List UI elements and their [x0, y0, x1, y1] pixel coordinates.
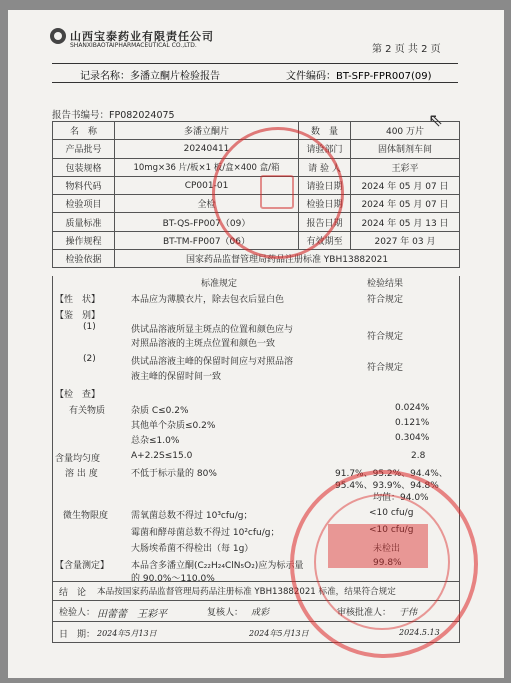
assay-standard-cont: 的 90.0%～110.0%: [131, 574, 215, 584]
dissolution-result-2: 95.4%、93.9%、94.8%: [335, 481, 439, 491]
cell-label: 包装规格: [53, 158, 115, 176]
cell-label: 名 称: [53, 122, 115, 140]
reviewer-label: 复核人：: [207, 608, 244, 618]
cell-value: 2024 年 05 月 13 日: [351, 213, 460, 231]
dissolution-result-1: 91.7%、95.2%、94.4%、: [335, 469, 448, 479]
dissolution-label: 溶 出 度: [65, 469, 98, 479]
mold-standard: 霉菌和酵母菌总数不得过 10²cfu/g；: [131, 528, 280, 538]
appearance-result: 符合规定: [367, 295, 404, 305]
cell-label: 报告日期: [299, 213, 351, 231]
other-impurity-result: 0.121%: [395, 418, 430, 428]
reviewer-date: 2024年5月13日: [249, 629, 309, 638]
company-logo-icon: [50, 28, 66, 44]
identification-1-standard-cont: 对照品溶液的主斑点位置和颜色一致: [131, 339, 276, 349]
assay-standard: 本品含多潘立酮(C₂₂H₂₄ClN₅O₂)应为标示量: [131, 561, 304, 571]
record-name: 记录名称：多潘立酮片检验报告: [80, 71, 220, 82]
cell-label: 请验日期: [299, 176, 351, 194]
inspection-seal-stamp: [212, 127, 344, 259]
identification-1-result: 符合规定: [367, 332, 404, 342]
cell-label: 请 验 人: [299, 158, 351, 176]
identification-2-standard: 供试品溶液主峰的保留时间应与对照品溶: [131, 357, 294, 367]
page-number: 第 2 页 共 2 页: [372, 44, 441, 55]
cell-value: 20240411: [115, 140, 299, 158]
cell-label: 检验日期: [299, 195, 351, 213]
identification-2-standard-cont: 液主峰的保留时间一致: [131, 372, 222, 382]
mold-result: <10 cfu/g: [369, 525, 414, 535]
inspector-date: 2024年5月13日: [97, 629, 157, 638]
cell-value: 固体制剂车间: [351, 140, 460, 158]
cell-value: 10mg×36 片/板×1 板/盒×400 盒/箱: [115, 158, 299, 176]
appearance-standard: 本品应为薄膜衣片，除去包衣后显白色: [131, 295, 285, 305]
record-header: [52, 63, 458, 83]
content-uniformity-label: 含量均匀度: [55, 454, 101, 464]
cell-value: CP001-01: [115, 176, 299, 194]
dissolution-mean: 均值：94.0%: [373, 493, 429, 503]
cell-value: BT-TM-FP007（06）: [115, 231, 299, 249]
dissolution-standard: 不低于标示量的 80%: [131, 469, 217, 479]
file-code: 文件编码：BT-SFP-FPR007(09): [286, 71, 432, 82]
assay-label: 【含量测定】: [55, 561, 110, 571]
company-name-en: SHANXIBAOTAIPHARMACEUTICAL CO.,LTD.: [70, 42, 197, 49]
approver-signature: 于伟: [399, 608, 418, 618]
identification-2-number: (2): [83, 354, 96, 364]
assay-result: 99.8%: [373, 558, 402, 568]
tests-label: 【检 查】: [55, 390, 101, 400]
impurity-c-standard: 杂质 C≤0.2%: [131, 406, 189, 416]
inspector-label: 检验人：: [59, 608, 96, 618]
company-seal-stamp: [290, 470, 478, 658]
mouse-cursor-icon: ⇖: [428, 110, 444, 131]
standard-header: 标准规定: [201, 279, 238, 289]
cell-value: 400 万片: [351, 122, 460, 140]
cell-label: 检验项目: [53, 195, 115, 213]
aerobic-standard: 需氧菌总数不得过 10³cfu/g；: [131, 511, 253, 521]
date-label: 日 期：: [59, 630, 96, 640]
cell-label: 请验部门: [299, 140, 351, 158]
conclusion-label: 结 论: [59, 588, 87, 598]
conclusion-text: 本品按国家药品监督管理局药品注册标准 YBH13882021 标准，结果符合规定: [97, 587, 396, 597]
identification-2-result: 符合规定: [367, 363, 404, 373]
microbial-limit-label: 微生物限度: [63, 511, 109, 521]
cell-value: 2027 年 03 月: [351, 231, 460, 249]
approver-label: 审核批准人：: [337, 608, 392, 618]
cell-label: 操作规程: [53, 231, 115, 249]
cell-value: 国家药品监督管理局药品注册标准 YBH13882021: [115, 250, 460, 268]
identification-label: 【鉴 别】: [55, 311, 101, 321]
other-impurity-standard: 其他单个杂质≤0.2%: [131, 421, 216, 431]
total-impurity-result: 0.304%: [395, 433, 430, 443]
cell-value: 多潘立酮片: [115, 122, 299, 140]
ecoli-result: 未检出: [373, 544, 401, 554]
approver-date: 2024.5.13: [399, 628, 440, 637]
cell-label: 质量标准: [53, 213, 115, 231]
reviewer-signature: 成彩: [251, 608, 270, 618]
impurity-c-result: 0.024%: [395, 403, 430, 413]
ecoli-standard: 大肠埃希菌不得检出（每 1g）: [131, 544, 254, 554]
company-name: 山西宝泰药业有限责任公司: [70, 30, 214, 43]
identification-1-standard: 供试品溶液所显主斑点的位置和颜色应与: [131, 325, 294, 335]
cell-label: 有效期至: [299, 231, 351, 249]
cell-value: BT-QS-FP007（09）: [115, 213, 299, 231]
identification-1-number: (1): [83, 322, 96, 332]
cell-label: 物料代码: [53, 176, 115, 194]
inspector-signature: 田蕾蕾 王彩平: [97, 609, 167, 620]
report-number: 报告书编号：FP082024075: [52, 110, 175, 121]
cell-label: 产品批号: [53, 140, 115, 158]
content-uniformity-standard: A+2.2S≤15.0: [131, 451, 193, 461]
total-impurity-standard: 总杂≤1.0%: [131, 436, 180, 446]
related-substances-label: 有关物质: [69, 406, 106, 416]
content-uniformity-result: 2.8: [411, 451, 426, 461]
cell-value: 全检: [115, 195, 299, 213]
cell-value: 王彩平: [351, 158, 460, 176]
aerobic-result: <10 cfu/g: [369, 508, 414, 518]
appearance-label: 【性 状】: [55, 295, 101, 305]
cell-label: 数 量: [299, 122, 351, 140]
cell-value: 2024 年 05 月 07 日: [351, 195, 460, 213]
cell-value: 2024 年 05 月 07 日: [351, 176, 460, 194]
result-header: 检验结果: [367, 279, 404, 289]
cell-label: 检验依据: [53, 250, 115, 268]
